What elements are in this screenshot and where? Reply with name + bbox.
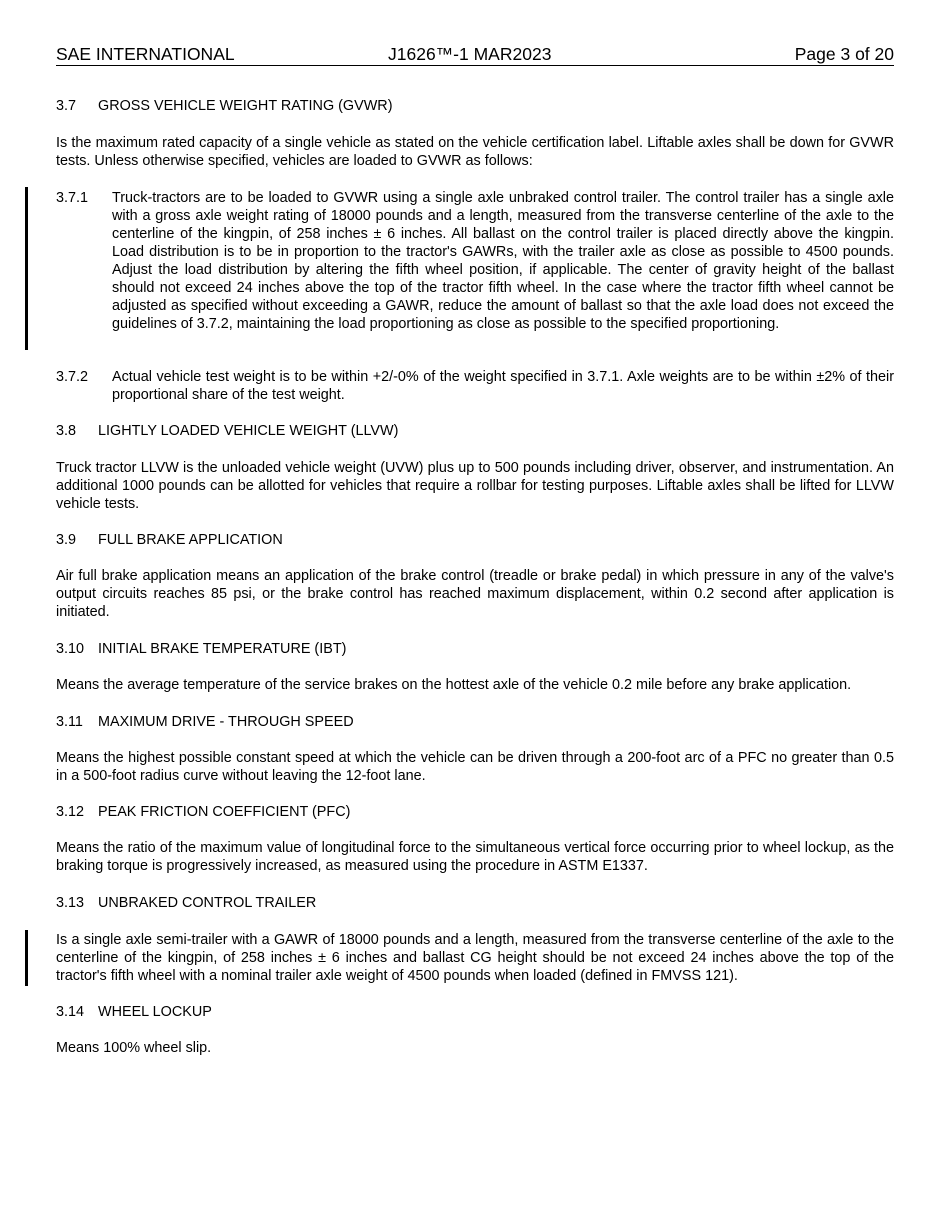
section-3-12-body: Means the ratio of the maximum value of longitudinal force to the simultaneous vertical force occurring prior to wheel lockup, as the braking torque is progressively increased, as measured using the procedure in ASTM E1337. [56, 840, 894, 874]
section-3-14-heading [56, 1003, 894, 1021]
section-number: 3.12 [56, 804, 85, 820]
section-title: GROSS VEHICLE WEIGHT RATING (GVWR) [98, 98, 393, 114]
section-3-8-body: Truck tractor LLVW is the unloaded vehicle weight (UVW) plus up to 500 pounds including driver, observer, and instrumentation. An additional 1000 pounds can be allotted for vehicles that require a rollbar for testing purposes. Liftable axles shall be lifted for LLVW vehicle tests. [56, 460, 894, 512]
change-bar [25, 187, 28, 350]
section-title: INITIAL BRAKE TEMPERATURE (IBT) [98, 641, 347, 657]
change-bar [25, 930, 28, 986]
section-number: 3.14 [56, 1004, 85, 1020]
header-doc-id: J1626™-1 MAR2023 [388, 44, 552, 64]
section-3-10-heading [56, 640, 894, 658]
section-3-10-body: Means the average temperature of the service brakes on the hottest axle of the vehicle 0.2 mile before any brake application. [56, 677, 852, 693]
section-title: MAXIMUM DRIVE - THROUGH SPEED [98, 714, 354, 730]
section-3-14-body: Means 100% wheel slip. [56, 1040, 212, 1056]
page-header [56, 43, 894, 66]
section-number: 3.13 [56, 895, 85, 911]
section-number: 3.10 [56, 641, 85, 657]
section-3-8-heading [56, 422, 894, 440]
subsection-number: 3.7.1 [56, 190, 89, 206]
section-number: 3.9 [56, 532, 77, 548]
section-number: 3.8 [56, 423, 77, 439]
section-3-11-body: Means the highest possible constant speed at which the vehicle can be driven through a 200-foot arc of a PFC no greater than 0.5 in a 500-foot radius curve without leaving the 12-foot lane. [56, 750, 894, 784]
section-number: 3.7 [56, 98, 77, 114]
subsection-text: Actual vehicle test weight is to be within +2/-0% of the weight specified in 3.7.1. Axle weights are to be within ±2% of their proportional share of the test weight. [112, 369, 894, 403]
section-3-13-heading [56, 894, 894, 912]
section-3-9-body: Air full brake application means an application of the brake control (treadle or brake pedal) in which pressure in any of the valve's output circuits reaches 85 psi, or the brake control has reached maximum displacement, within 0.2 second after application is initiated. [56, 568, 894, 620]
subsection-3-7-1 [56, 189, 894, 333]
section-3-13-body: Is a single axle semi-trailer with a GAWR of 18000 pounds and a length, measured from the transverse centerline of the axle to the centerline of the kingpin, of 258 inches ± 6 inches and ballast CG height should be not exceed 24 inches above the top of the tractor's fifth wheel with a nominal trailer axle weight of 4500 pounds when loaded (defined in FMVSS 121). [56, 932, 894, 984]
section-title: FULL BRAKE APPLICATION [98, 532, 283, 548]
section-number: 3.11 [56, 714, 83, 730]
section-title: WHEEL LOCKUP [98, 1004, 212, 1020]
section-title: PEAK FRICTION COEFFICIENT (PFC) [98, 804, 351, 820]
subsection-3-7-2 [56, 368, 894, 404]
section-3-7-heading [56, 97, 894, 115]
subsection-number: 3.7.2 [56, 369, 89, 385]
section-title: UNBRAKED CONTROL TRAILER [98, 895, 317, 911]
header-page-number: Page 3 of 20 [794, 44, 894, 64]
header-org: SAE INTERNATIONAL [56, 44, 235, 64]
section-3-7-body: Is the maximum rated capacity of a single vehicle as stated on the vehicle certification label. Liftable axles shall be down for GVWR tests. Unless otherwise specified, vehicles are loaded to GVWR as follows: [56, 135, 894, 169]
section-3-12-heading [56, 803, 894, 821]
section-title: LIGHTLY LOADED VEHICLE WEIGHT (LLVW) [98, 423, 399, 439]
subsection-text: Truck-tractors are to be loaded to GVWR using a single axle unbraked control trailer. The control trailer has a single axle with a gross axle weight rating of 18000 pounds and a length, measured from the transverse centerline of the axle to the centerline of the kingpin, of 258 inches ± 6 inches. All ballast on the control trailer is placed directly above the kingpin. Load distribution is to be in proportion to the tractor's GAWRs, with the trailer axle as close as possible to 4500 pounds. Adjust the load distribution by altering the fifth wheel position, if applicable. The center of gravity height of the ballast should not exceed 24 inches above the top of the tractor fifth wheel. In the case where the tractor fifth wheel cannot be adjusted as specified without exceeding a GAWR, reduce the amount of ballast so that the axle load does not exceed the guidelines of 3.7.2, maintaining the load proportioning as close as possible to the specified proportioning. [112, 190, 894, 332]
section-3-9-heading [56, 531, 894, 549]
section-3-11-heading [56, 713, 894, 731]
